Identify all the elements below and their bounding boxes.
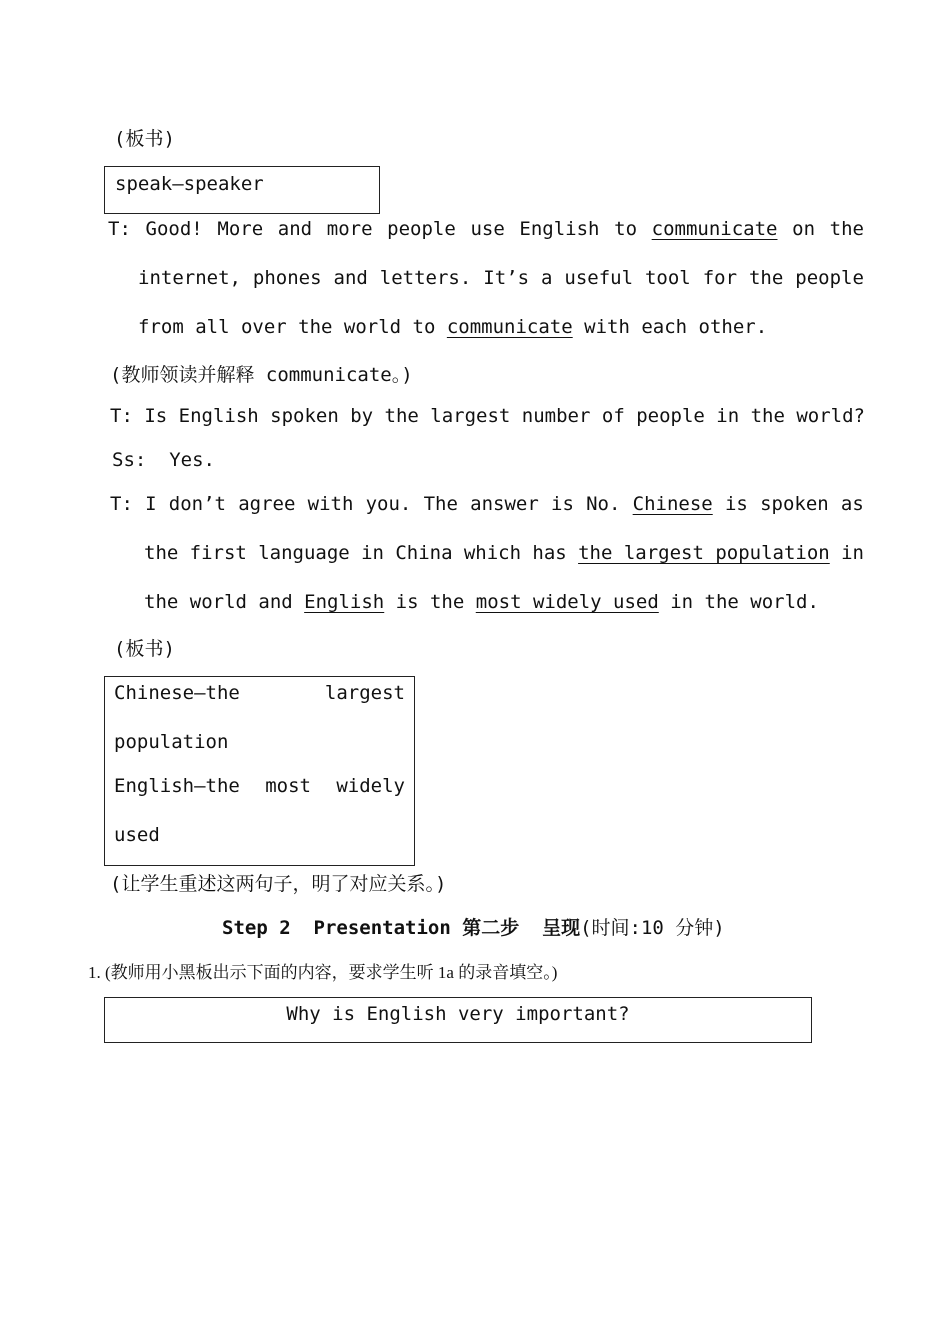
word: the — [748, 267, 784, 289]
text: from all over the world to — [138, 316, 447, 338]
blackboard-label: (板书) — [114, 128, 175, 150]
blackboard-box-languages — [104, 676, 415, 866]
teacher-note: (让学生重述这两句子，明了对应关系。) — [110, 873, 447, 895]
underlined-word: English — [304, 591, 385, 613]
word: It’s — [483, 267, 530, 289]
box-text: English—the — [114, 775, 240, 797]
word: More — [217, 218, 264, 240]
word: No. — [586, 493, 621, 515]
word: is — [551, 493, 574, 515]
word: a — [540, 267, 553, 289]
word: is — [724, 493, 748, 515]
word: first — [189, 542, 247, 564]
blackboard-label: (板书) — [114, 638, 175, 660]
box-row — [114, 775, 405, 797]
box-text: widely — [336, 775, 405, 797]
step-title: Step 2 Presentation 第二步 呈现 — [222, 917, 581, 939]
word: useful — [564, 267, 634, 289]
word: has — [532, 542, 567, 564]
blackboard-box-speak — [104, 166, 380, 214]
word: for — [702, 267, 738, 289]
box-text: used — [114, 824, 160, 846]
step-time: (时间:10 分钟) — [580, 917, 725, 939]
box-text: population — [114, 731, 229, 753]
word: don’t — [168, 493, 226, 515]
word: phones — [252, 267, 322, 289]
word: people — [795, 267, 864, 289]
word: in — [841, 542, 864, 564]
word: and — [333, 267, 368, 289]
word: the — [144, 542, 179, 564]
box-text: largest — [324, 682, 405, 704]
word: you. — [365, 493, 412, 515]
box-text: Chinese—the — [114, 682, 240, 704]
underlined-phrase: the largest population — [578, 542, 830, 564]
box-text: speak—speaker — [115, 173, 264, 195]
para2-line2 — [144, 542, 864, 564]
word: T: — [108, 218, 131, 240]
underlined-word: Chinese — [632, 493, 713, 515]
word: T: — [110, 493, 133, 515]
teacher-question: T: Is English spoken by the largest number of people in the world? — [110, 405, 865, 427]
box-text: Why is English very important? — [286, 1003, 630, 1025]
word: answer — [470, 493, 539, 515]
word: language — [258, 542, 350, 564]
word: tool — [644, 267, 691, 289]
word: agree — [238, 493, 296, 515]
underlined-phrase: most widely used — [475, 591, 659, 613]
box-row — [114, 682, 405, 704]
word: in — [361, 542, 384, 564]
text: with each other. — [572, 316, 768, 338]
para2-line1 — [110, 493, 864, 515]
word: more — [326, 218, 373, 240]
word: use — [470, 218, 505, 240]
word: with — [307, 493, 354, 515]
word: the — [829, 218, 864, 240]
word: people — [387, 218, 456, 240]
word: on — [792, 218, 816, 240]
word: and — [277, 218, 313, 240]
para1-line2 — [138, 267, 864, 289]
word: Good! — [145, 218, 203, 240]
text: the world and — [144, 591, 305, 613]
word: spoken — [760, 493, 829, 515]
word: which — [463, 542, 522, 564]
question-box — [104, 997, 812, 1043]
para2-line3 — [144, 591, 819, 613]
para1-line1 — [108, 218, 864, 240]
word: I — [145, 493, 157, 515]
word: letters. — [379, 267, 472, 289]
students-answer: Ss: Yes. — [112, 449, 215, 471]
word: China — [395, 542, 453, 564]
underlined-word: communicate — [446, 316, 573, 338]
box-text: most — [265, 775, 311, 797]
text: is the — [384, 591, 476, 613]
word: to — [614, 218, 638, 240]
word: The — [423, 493, 458, 515]
instruction-text: 1. (教师用小黑板出示下面的内容，要求学生听 1a 的录音填空。) — [88, 963, 558, 982]
word: internet, — [138, 267, 241, 289]
text: in the world. — [658, 591, 819, 613]
underlined-word: communicate — [651, 218, 778, 240]
word: as — [840, 493, 864, 515]
word: English — [519, 218, 600, 240]
step-heading — [222, 913, 725, 940]
para1-line3 — [138, 316, 767, 338]
teacher-note: (教师领读并解释 communicate。) — [110, 364, 413, 386]
